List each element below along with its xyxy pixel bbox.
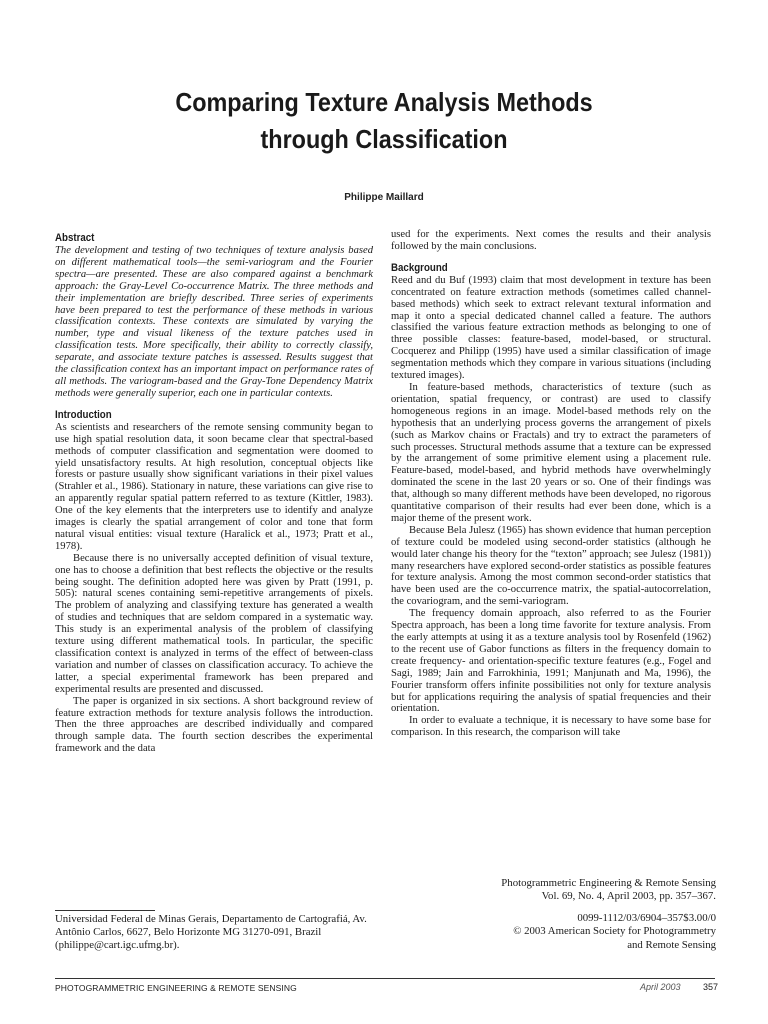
background-paragraph-5: In order to evaluate a technique, it is necessary to have some base for comparison. In this research, the comparison will take xyxy=(391,715,711,739)
intro-paragraph-3: The paper is organized in six sections. A short background review of feature extraction methods for texture analysis follows the introduction. Then the three approaches are described individually and compared through sample data. The fourth section describes the experimental framework and the data xyxy=(55,695,373,755)
footer-journal-name: PHOTOGRAMMETRIC ENGINEERING & REMOTE SENSING xyxy=(55,983,297,993)
copyright-line-2: and Remote Sensing xyxy=(627,938,716,951)
abstract-heading: Abstract xyxy=(55,232,95,244)
intro-paragraph-2: Because there is no universally accepted definition of visual texture, one has to choose a definition that best reflects the objective or the results being sought. The definition adopted here was given by Pratt (1991, p. 505): natural scenes containing semi-repetitive arrangements of pixels. The problem of analyzing and classifying texture has generated a wealth of studies and techniques that are seldom compared in a systematic way. This study is an experimental analysis of the problem of classifying texture using different mathematical tools. In particular, the specific classification context is analyzed in terms of the effect of between-class variation and number of classes on classification accuracy. To achieve the latter, a special experimental framework has been prepared and experimental results are presented and discussed. xyxy=(55,552,373,695)
background-paragraph-3: Because Bela Julesz (1965) has shown evidence that human perception of texture could be modeled using second-order statistics (although he would later change his theory for the “texton” approach; see Julesz (1981)) many researchers have explored second-order statistics as possible features for texture analysis. Among the most common second-order statistics that have been used are the co-occurrence matrix, the spatial-autocorrelation, the covariogram, and the semi-variogram. xyxy=(391,524,711,608)
title-line-1: Comparing Texture Analysis Methods xyxy=(175,87,593,117)
abstract-text: The development and testing of two techniques of texture analysis based on different mathematical tools—the semi-variogram and the Fourier spectra—are presented. These are also compared against a benchmark approach: the Gray-Level Co-occurrence Matrix. The three methods and their implementation are briefly described. Three series of experiments have been prepared to test the performance of these methods in various classification contexts. These contexts are simulated by varying the number, type and visual likeness of the texture patches used in classification tests. More specifically, their ability to correctly classify, separate, and associate texture patches is assessed. Results suggest that the classification context has an important impact on performance rates of all methods. The variogram-based and the Gray-Tone Dependency Matrix methods were generally superior, each one in particular contexts. xyxy=(55,245,373,399)
journal-volume: Vol. 69, No. 4, April 2003, pp. 357–367. xyxy=(541,890,716,903)
continued-text: used for the experiments. Next comes the results and their analysis followed by the main conclusions. xyxy=(391,229,711,252)
journal-name: Photogrammetric Engineering & Remote Sensing xyxy=(501,877,716,889)
right-column xyxy=(391,229,711,739)
author-affiliation-footnote: Universidad Federal de Minas Gerais, Departamento de Cartografiá, Av. Antônio Carlos, 6627, Belo Horizonte MG 31270-091, Brazil (philippe@cart.igc.ufmg.br). xyxy=(55,913,367,951)
introduction-heading: Introduction xyxy=(55,408,112,421)
background-paragraph-2: In feature-based methods, characteristics of texture (such as orientation, spatial frequency, or contrast) are used to classify homogeneous regions in an image. Model-based methods rely on the hypothesis that an underlying process governs the arrangement of pixels (such as Markov chains or Fractals) and try to extract the parameters of such processes. Structural methods assume that a texture can be expressed by the arrangement of some primitive element using a placement rule. Feature-based, model-based, and hybrid methods have overwhelmingly dominated the scene in the last 20 years or so. One of their findings was that, although so many different methods have been developed, no rigorous quantitative comparison of their results had ever been done, which is a major theme of the present work. xyxy=(391,381,711,524)
paper-title xyxy=(38,84,729,158)
title-line-2: through Classification xyxy=(260,124,508,154)
left-column xyxy=(55,232,373,755)
footer-divider xyxy=(55,978,715,979)
background-paragraph-1: Reed and du Buf (1993) claim that most development in texture has been concentrated on feature extraction methods (sometimes called channel-based methods) which seek to extract relevant textural information and map it onto a special dedicated channel called a feature. The authors classified the various feature extraction methods as belonging to one of three possible classes: feature-based, model-based, or structural. Cocquerez and Philipp (1995) have used a similar classification of image segmentation methods which they compare in various situations (including textured images). xyxy=(391,274,711,382)
journal-citation xyxy=(391,877,716,952)
page-number: 357 xyxy=(703,982,719,992)
background-heading: Background xyxy=(391,261,448,274)
author-name: Philippe Maillard xyxy=(344,192,424,203)
intro-paragraph-1: As scientists and researchers of the remote sensing community began to use high spatial resolution data, it soon became clear that spectral-based methods of computer classification and segmentation were doomed to yield unsatisfactory results. At high resolution, conceptual objects like forests or pasture usually show significant variations in their pixel values (Strahler et al., 1986). Stationary in nature, these variations can give rise to an apparently regular spatial pattern referred to as texture (Kittler, 1983). One of the key elements that the interpreters use to identify and analyze images is clearly the spatial arrangement of color and tone that form natural visual entities: visual texture (Haralick et al., 1973; Pratt et al., 1978). xyxy=(55,421,373,552)
footer-date: April 2003 xyxy=(640,982,681,992)
copyright-line-1: © 2003 American Society for Photogrammetry xyxy=(513,925,716,938)
journal-code: 0099-1112/03/6904–357$3.00/0 xyxy=(577,911,716,924)
background-paragraph-4: The frequency domain approach, also referred to as the Fourier Spectra approach, has been a long time favorite for texture analysis. From the early attempts at using it as a texture analysis tool by Rosenfeld (1962) to the recent use of Gabor functions as filters in the frequency domain to create frequency- and orientation-specific texture features (e.g., Fogel and Sagi, 1989; Jain and Farrokhinia, 1991; Manjunath and Ma, 1996), the Fourier transform offers infinite possibilities not only for texture analysis but for applications requiring the analysis of spatial frequencies and their orientation. xyxy=(391,608,711,715)
footnote-divider xyxy=(55,910,155,911)
